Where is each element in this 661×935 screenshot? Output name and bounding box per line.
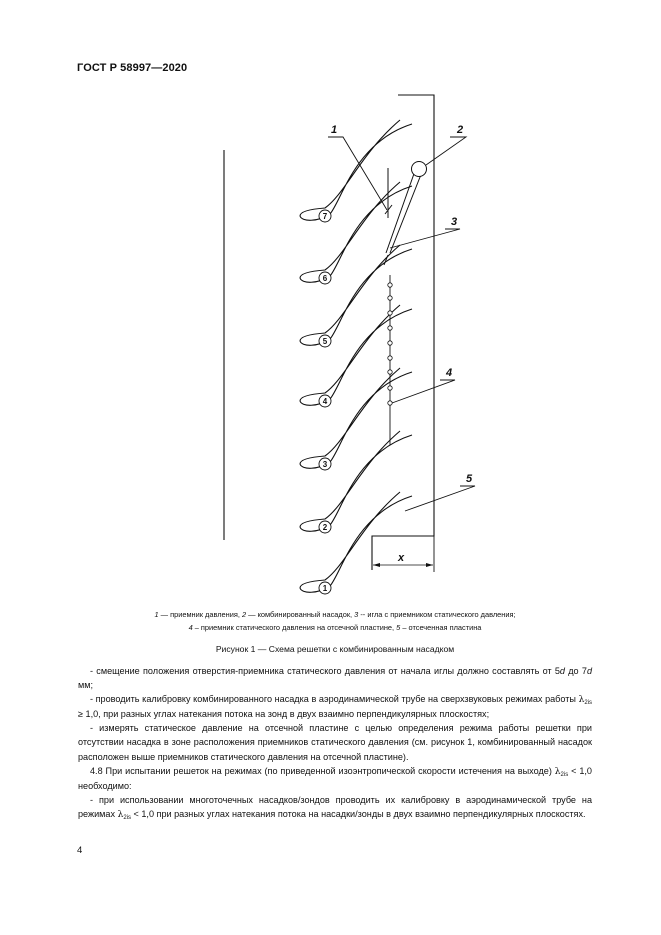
blade-profile <box>300 492 412 592</box>
callout-leader-3 <box>390 229 460 248</box>
blade-number: 7 <box>322 212 328 222</box>
callout-leader-1 <box>328 137 387 210</box>
static-pressure-receiver <box>388 326 392 330</box>
blade-number: 1 <box>322 584 328 594</box>
static-pressure-receiver <box>388 296 392 300</box>
blade-number: 6 <box>322 274 328 284</box>
blade-profile <box>300 431 412 531</box>
dimension-arrow-right <box>426 563 433 567</box>
blade-profile <box>300 305 412 405</box>
page-number: 4 <box>77 845 83 856</box>
body-text <box>78 664 592 822</box>
paragraph-multipoint-probes: - при использовании многоточечных насадков/зондов проводить их калибровку в аэродинамической трубе на режимах $\lambda_{2is} < 1,0$ при разных углах натекания потока на насадки/зонды в двух взаимно перпендикулярных плоскостях. <box>78 794 592 821</box>
callout-4: 4 <box>446 367 453 379</box>
blade-number: 3 <box>322 460 328 470</box>
blade-number-markers <box>319 210 331 594</box>
callout-1: 1 <box>331 124 338 136</box>
figure-legend-line-2: 4 – приемник статического давления на отсечной пластине, 5 – отсеченная пластина <box>188 623 482 632</box>
callout-2: 2 <box>457 124 464 136</box>
paragraph-static-pressure: - измерять статическое давление на отсечной пластине с целью определения режима работы решетки при отсутствии насадка в зоне расположения приемников статического давления (см. рисунок 1, комбинированный насадок расположен выше приемников статического давления на отсечной пластине). <box>78 723 592 762</box>
combined-probe-stem-a <box>386 168 416 253</box>
blade-profile <box>300 368 412 468</box>
document-header: ГОСТ Р 58997—2020 <box>77 62 188 74</box>
figure-legend-line-1: 1 — приемник давления, 2 — комбинированный насадок, 3 -- игла с приемником статического давления; <box>154 610 516 619</box>
dimension-label: x <box>398 552 405 564</box>
callout-leader-5 <box>405 486 475 511</box>
dimension-arrow-left <box>373 563 380 567</box>
static-pressure-receiver <box>388 311 392 315</box>
static-pressure-receiver <box>388 370 392 374</box>
callout-leader-4 <box>392 380 455 403</box>
cascade-contour <box>224 95 434 570</box>
static-pressure-receiver <box>388 283 392 287</box>
blade-profile <box>300 120 412 220</box>
blade-profiles <box>300 120 412 592</box>
paragraph-offset: - смещение положения отверстия-приемника статического давления от начала иглы должно составлять от 5d до 7d мм; <box>78 666 592 691</box>
blade-number: 2 <box>322 523 328 533</box>
combined-probe-head <box>412 162 427 177</box>
blade-profile <box>300 182 412 282</box>
callout-3: 3 <box>451 216 458 228</box>
static-pressure-receiver <box>388 356 392 360</box>
paragraph-calibration-supersonic: - проводить калибровку комбинированного насадка в аэродинамической трубе на сверхзвуковых режимах работы $\lambda_{2is} \ge 1,0$, при разных углах натекания потока на зонд в двух взаимно перпендикулярных плоскостях; <box>78 694 592 720</box>
blade-number: 5 <box>322 337 328 347</box>
static-pressure-receiver <box>388 401 392 405</box>
blade-profile <box>300 245 412 345</box>
callout-5: 5 <box>466 473 473 485</box>
static-pressure-receiver <box>388 341 392 345</box>
static-pressure-receiver <box>388 386 392 390</box>
paragraph-4-8: 4.8 При испытании решеток на режимах (по приведенной изоэнтропической скорости истечения на выходе) $\lambda_{2is} < 1,0$ необходимо: <box>78 765 592 791</box>
figure-caption: Рисунок 1 — Схема решетки с комбинированным насадком <box>215 644 455 654</box>
callout-leader-2 <box>426 137 466 165</box>
blade-number: 4 <box>322 397 328 407</box>
